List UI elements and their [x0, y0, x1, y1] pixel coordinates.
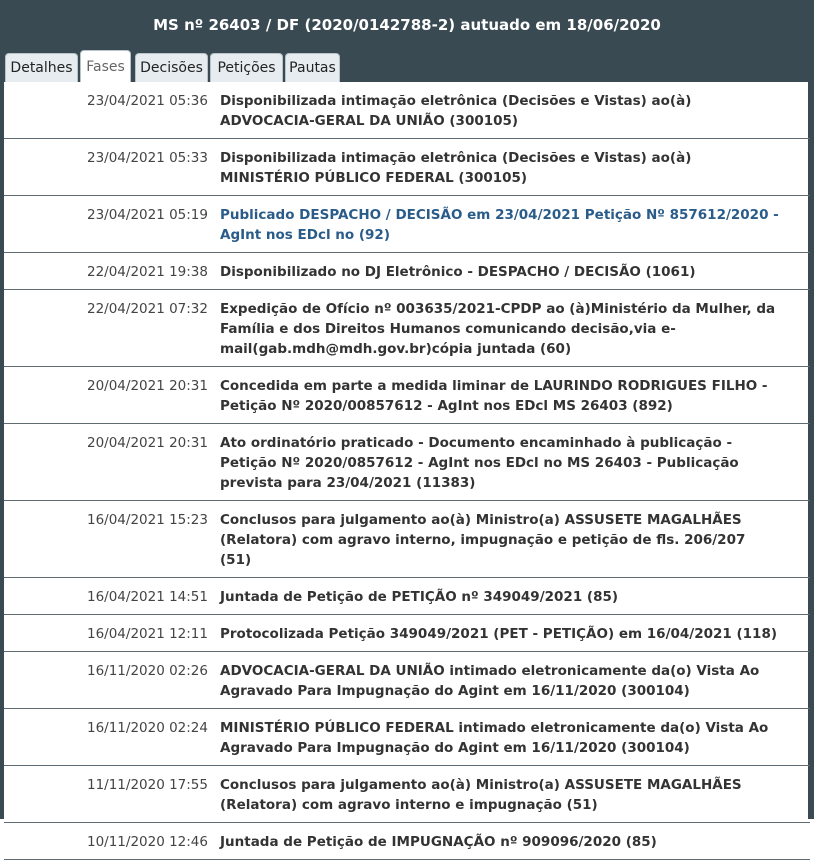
phase-date: 10/11/2020 12:46	[86, 834, 208, 850]
phase-date: 22/04/2021 07:32	[86, 301, 208, 317]
phase-date: 11/11/2020 17:55	[86, 777, 208, 793]
phase-row	[4, 501, 810, 578]
tab-detalhes[interactable]: Detalhes	[5, 53, 78, 83]
phase-description: Protocolizada Petição 349049/2021 (PET - PETIÇÃO) em 16/04/2021 (118)	[220, 626, 778, 642]
phase-date: 16/11/2020 02:24	[86, 720, 208, 736]
phase-description: Ato ordinatório praticado - Documento encaminhado à publicação - Petição Nº 2020/0857612 - AgInt nos EDcl no MS 26403 - Publicação prevista para 23/04/2021 (11383)	[220, 435, 739, 491]
phase-description: Expedição de Ofício nº 003635/2021-CPDP ao (à)Ministério da Mulher, da Família e dos Direitos Humanos comunicando decisão,via e-mail(gab.mdh@mdh.gov.br)cópia juntada (60)	[220, 301, 776, 357]
tab-pautas[interactable]: Pautas	[285, 53, 340, 83]
phase-date: 23/04/2021 05:33	[86, 150, 208, 166]
phase-description: Concedida em parte a medida liminar de LAURINDO RODRIGUES FILHO - Petição Nº 2020/00857612 - AgInt nos EDcl MS 26403 (892)	[220, 378, 768, 414]
phase-date: 20/04/2021 20:31	[86, 435, 208, 451]
phase-date: 16/11/2020 02:26	[86, 663, 208, 679]
phase-date: 16/04/2021 15:23	[86, 512, 208, 528]
page-title: MS nº 26403 / DF (2020/0142788-2) autuado em 18/06/2020	[153, 16, 661, 34]
phase-description: Juntada de Petição de IMPUGNAÇÃO nº 909096/2020 (85)	[220, 834, 657, 850]
phase-description: Juntada de Petição de PETIÇÃO nº 349049/2021 (85)	[220, 589, 619, 605]
phase-row	[4, 253, 810, 290]
phase-row	[4, 578, 810, 615]
phase-link[interactable]: Publicado DESPACHO / DECISÃO em 23/04/2021 Petição Nº 857612/2020 - AgInt nos EDcl no (92)	[220, 207, 779, 243]
phase-row	[4, 196, 810, 253]
phase-row	[4, 615, 810, 652]
phase-row	[4, 367, 810, 424]
phase-description: MINISTÉRIO PÚBLICO FEDERAL intimado eletronicamente da(o) Vista Ao Agravado Para Impugnação do Agint em 16/11/2020 (300104)	[220, 720, 769, 756]
phase-description: Conclusos para julgamento ao(à) Ministro(a) ASSUSETE MAGALHÃES (Relatora) com agravo interno, impugnação e petição de fls. 206/207 (51)	[220, 512, 746, 568]
phase-description: Disponibilizada intimação eletrônica (Decisões e Vistas) ao(à) ADVOCACIA-GERAL DA UNIÃO (300105)	[220, 93, 692, 129]
tab-fases[interactable]: Fases	[80, 50, 131, 84]
phase-row	[4, 709, 810, 766]
phase-date: 23/04/2021 05:36	[86, 93, 208, 109]
phase-row	[4, 652, 810, 709]
phase-row	[4, 139, 810, 196]
phase-date: 23/04/2021 05:19	[86, 207, 208, 223]
phases-list	[4, 82, 808, 850]
tab-decisoes[interactable]: Decisões	[135, 53, 208, 83]
phase-row	[4, 823, 810, 860]
phase-description: ADVOCACIA-GERAL DA UNIÃO intimado eletronicamente da(o) Vista Ao Agravado Para Impugnação do Agint em 16/11/2020 (300104)	[220, 663, 760, 699]
phase-date: 22/04/2021 19:38	[86, 264, 208, 280]
phase-description: Disponibilizado no DJ Eletrônico - DESPACHO / DECISÃO (1061)	[220, 264, 696, 280]
phase-row	[4, 82, 810, 139]
phase-date: 16/04/2021 14:51	[86, 589, 208, 605]
phase-row	[4, 424, 810, 501]
phase-date: 16/04/2021 12:11	[86, 626, 208, 642]
tab-peticoes[interactable]: Petições	[210, 53, 283, 83]
phase-date: 20/04/2021 20:31	[86, 378, 208, 394]
phase-row	[4, 290, 810, 367]
phase-description: Conclusos para julgamento ao(à) Ministro(a) ASSUSETE MAGALHÃES (Relatora) com agravo interno e impugnação (51)	[220, 777, 742, 813]
phase-description: Disponibilizada intimação eletrônica (Decisões e Vistas) ao(à) MINISTÉRIO PÚBLICO FEDERAL (300105)	[220, 150, 692, 186]
phase-row	[4, 766, 810, 823]
